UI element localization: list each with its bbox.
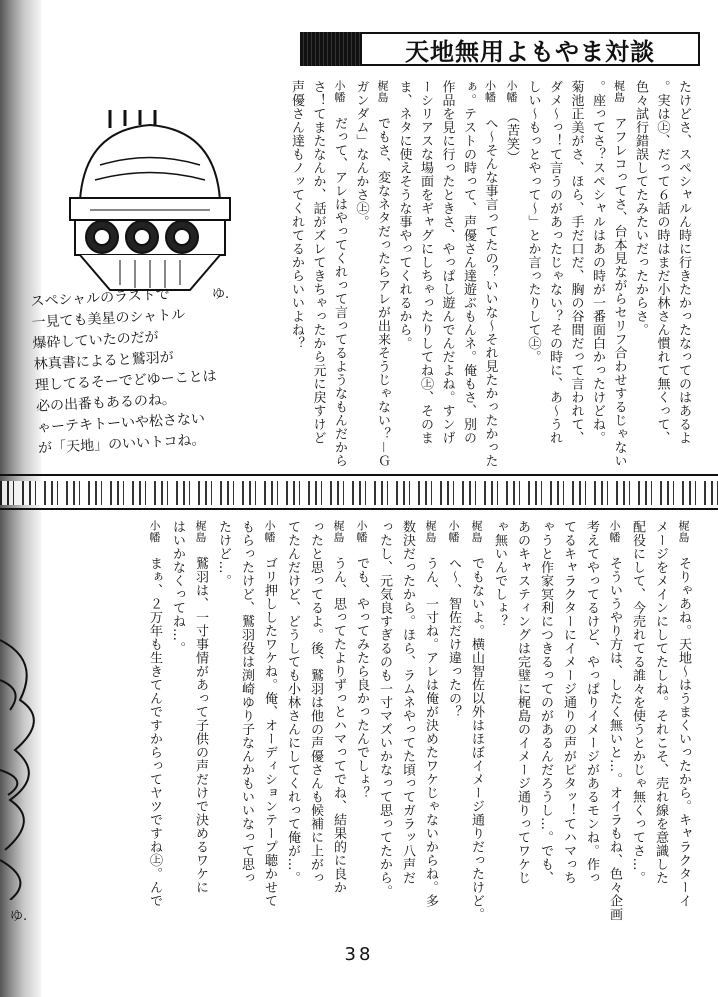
column-text: たけど…。 [216,520,231,588]
column-text: 鷲羽は、一寸事情があって子供の声だけで決めるワケに [193,556,208,894]
handwritten-note-line: スペシャルのラストで [30,286,171,310]
speaker-label: 梶島 [424,520,437,543]
speaker-label: 小幡 [505,80,518,103]
text-column [396,80,413,465]
speaker-label: 梶島 [376,80,389,103]
text-column [546,80,563,465]
decorative-glyph-band [0,474,718,510]
column-text: ゃうと作家冥利につきるってのがあるんだろうし…。でも、 [538,520,553,885]
column-text: うん、思ってたよりずっとハマってでね、結果的に良か [331,556,346,894]
column-text: メージをメインにしてたしね。それこそ、売れ線を意識した [653,520,668,885]
text-column [192,520,209,920]
column-text: たけどさ、スペシャルん時に行きたかったなってのはあるよ [676,80,691,445]
text-column [675,80,692,465]
column-text: ったと思ってるよ。後、鷲羽は他の声優さんも候補に上がっ [308,520,323,885]
column-text: うん、一寸ね。アレは俺が決めたワケじゃないからね。多 [423,556,438,908]
column-text: 色々試行錯誤してたみたいだったからさ。 [633,80,648,337]
handwritten-note-line: 爆砕していたのだが [32,329,159,352]
page-title: 天地無用よもやま対談 [360,32,700,66]
hair-signature: ゆ. [10,909,28,924]
text-column [374,80,391,468]
text-column [261,520,278,920]
text-column [632,80,649,465]
column-text: へ〜そんな事言ってたの？いいな〜それ見たかったかった [482,116,498,468]
text-column [654,80,671,465]
text-column [514,520,531,920]
speaker-label: 梶島 [612,80,626,103]
text-column [417,80,434,465]
text-column [146,520,163,920]
column-text: 。座ってさ？スペシャルはあの時が一番面白かったけどね。 [590,80,605,445]
speaker-label: 小幡 [483,80,497,103]
illustration-signature: ゆ. [212,287,230,302]
column-text: だって、アレはやってくれって言ってるようなもんだから [332,116,347,468]
text-column [675,520,692,920]
title-banner [300,32,700,66]
page-number: 38 [344,944,374,965]
column-text: ったし、元気良すぎるのも一寸マズいかなって思ってたから。 [377,520,392,898]
text-column [468,520,485,920]
speaker-label: 小幡 [333,80,346,103]
robot-head-illustration [50,110,240,300]
speaker-label: 梶島 [332,520,345,543]
text-column [307,520,324,920]
column-text: 。実は㊤、だって６話の時はまだ小林さん慣れて無くって、 [654,80,670,445]
text-column [284,520,301,920]
column-text: でもさ、変なネタだったらアレが出来そうじゃない？－Ｇ [375,116,390,468]
column-text: あのキャスティングは完璧に梶島のイメージ通りってワケじ [515,520,530,885]
text-column [560,520,577,920]
column-text: しい〜もっとやって〜」とか言ったりして㊤。 [525,80,541,364]
handwritten-note-line: 林真書によると鷲羽が [33,349,175,373]
text-column [376,520,393,920]
text-column [611,80,628,468]
text-column [331,80,348,468]
text-column [353,80,370,465]
column-text: まぁ、２万年も生きてんですからってヤツですね㊤。んで [147,556,162,908]
text-column [583,520,600,920]
column-text: てたんだけど、どうしても小林さんにしてくれって俺が…。 [285,520,300,885]
text-column [589,80,606,465]
column-text: ゴリ押ししたワケね。俺、オーディションテープ聴かせて [262,556,277,908]
handwritten-note-line: 必の出番もあるのね。 [35,391,177,415]
text-column [537,520,554,920]
text-column [652,520,669,920]
text-column [460,80,477,465]
text-column [629,520,646,920]
speaker-label: 梶島 [194,520,207,543]
text-column [399,520,416,920]
column-text: 声優さん達もノッてくれてるからいいよね？ [289,80,304,350]
column-text: 配役にして、今売れてる誰々を使うとかじゃ無くってさ…。 [630,520,645,885]
column-text: へ〜、智佐だけ違ったの？ [446,556,461,719]
column-text: でも、やってみたら良かったんでしょ？ [354,556,369,800]
text-column [353,520,370,920]
column-text: （苦笑） [504,116,519,164]
speaker-label: 小幡 [355,520,368,543]
column-text: 数決だったから。ほら、ラムネやってた頃ってガラッ八声だ [400,520,415,885]
column-text: ガンダム」なんかさ㊤。 [353,80,369,229]
hair-illustration [0,600,60,900]
glyph-pattern [0,481,718,505]
text-column [525,80,542,465]
column-text: ま、ネタに使えそうな事やってくれるから。 [396,80,412,350]
text-column [288,80,305,465]
column-text: 考えてやってるけど、やっぱりイメージがあるモンね。作っ [584,520,599,885]
handwritten-note-line: 理してるそーでどゆーことは [34,368,218,394]
column-text: ゃ無いんでしょ？ [492,520,507,628]
text-column [568,80,585,465]
column-text: ダメ〜っ！て言うのがあったじゃない？その時に、あ〜うれ [547,80,562,445]
text-column [491,520,508,920]
column-text: 菊池正美がさ、ほら、手だ口だ、胸の谷間だって言われて、 [568,80,584,445]
column-text: はいかなくってね…。 [170,520,185,655]
column-text: さ！てまたなんか、話がズレてきちゃったから元に戻すけど [310,80,326,445]
speaker-label: 小幡 [148,520,161,543]
column-text: もらったけど、鷲羽役は渕崎ゆり子なんかもいいなって思っ [239,520,254,885]
handwritten-note-line: が「天地」のいいトコね。 [37,432,206,457]
text-column [422,520,439,920]
speaker-label: 小幡 [608,520,621,543]
column-text: アフレコってさ、台本見ながらセリフ合わせするじゃない [611,116,627,468]
text-column [169,520,186,920]
text-column [482,80,499,468]
column-text: そういうやり方は、したく無いと…。オイラもね、色々企画 [607,556,622,921]
column-text: 作品を見に行ったときさ、やっぱし遊んでんだよね。すンげ [439,80,455,445]
column-text: でもないよ。横山智佐以外はほぼイメージ通りだったけど。 [469,556,484,921]
speaker-label: 小幡 [447,520,460,543]
column-text: てるキャラクターにイメージ通りの声がピタッ！てハマっち [561,520,576,885]
text-column [330,520,347,920]
handwritten-note-line: 一見ても美星のシャトル [31,306,186,331]
column-text: そりゃあね。天地〜はうまくいったから。キャラクターイ [676,556,691,908]
handwritten-note [30,281,249,460]
text-column [503,80,520,465]
text-column [606,520,623,920]
speaker-label: 梶島 [677,520,690,543]
speaker-label: 小幡 [263,520,276,543]
handwritten-note-line: ゃーテキトーいや松さない [36,411,206,436]
text-column [310,80,327,465]
text-column [215,520,232,920]
text-column [445,520,462,920]
speaker-label: 梶島 [470,520,483,543]
column-text: ぁ。テストの時って、声優さん達遊ぶもんネ。俺もさ、別の [461,80,476,445]
column-text: ーシリアスな場面をギャグにしちゃったりしてね㊤、そのま [418,80,433,445]
text-column [238,520,255,920]
text-column [439,80,456,465]
